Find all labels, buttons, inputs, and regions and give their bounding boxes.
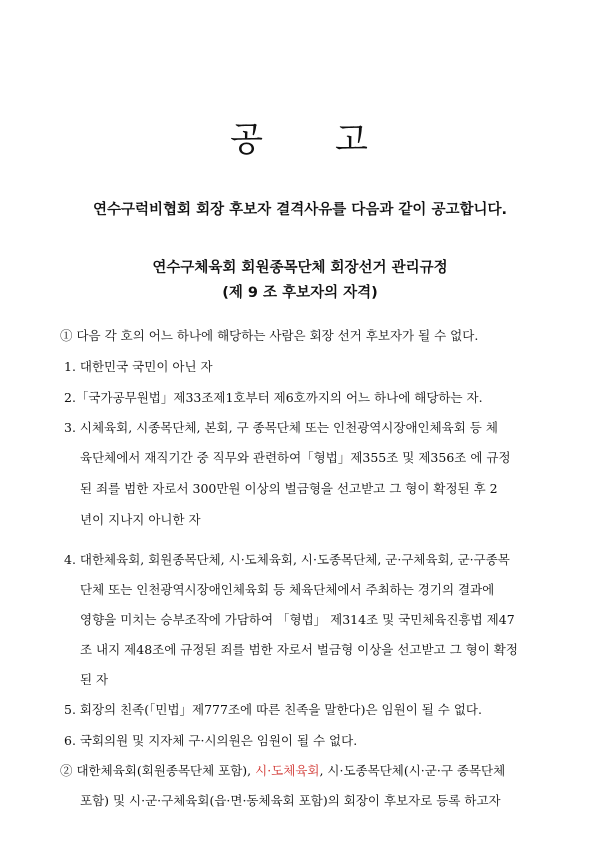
clause-1-item-4-line-3: 영향을 미치는 승부조작에 가담하여 「형법」 제314조 및 국민체육진흥법 제47	[80, 612, 515, 627]
title-left-char: 공	[230, 120, 265, 160]
clause-2-text-b: , 시·도종목단체(시·군·구 종목단체	[319, 763, 506, 778]
clause-1-item-4-line-5: 된 자	[80, 672, 109, 687]
clause-1-item-3-line-4: 년이 지나지 아니한 자	[80, 512, 201, 527]
clause-1-item-4-line-1: 4. 대한체육회, 회원종목단체, 시·도체육회, 시·도종목단체, 군·구체육회, 군·구종목	[64, 552, 510, 567]
title-right-char: 고	[335, 120, 370, 160]
clause-1-item-1: 1. 대한민국 국민이 아닌 자	[64, 359, 213, 374]
clause-2-line-2: 포함) 및 시·군·구체육회(읍·면·동체육회 포함)의 회장이 후보자로 등록 하고자	[80, 793, 501, 808]
clause-1-item-5: 5. 회장의 친족(「민법」제777조에 따른 친족을 말한다)은 임원이 될 수 없다.	[64, 702, 482, 717]
notice-subtitle: 연수구럭비협회 회장 후보자 결격사유를 다음과 같이 공고합니다.	[93, 202, 507, 218]
clause-2-highlight: 시·도체육회	[255, 763, 320, 778]
clause-1-item-2: 2.「국가공무원법」제33조제1호부터 제6호까지의 어느 하나에 해당하는 자.	[64, 390, 483, 405]
clause-1-item-4-line-2: 단체 또는 인천광역시장애인체육회 등 체육단체에서 주최하는 경기의 결과에	[80, 582, 495, 597]
clause-1-item-6: 6. 국회의원 및 지자체 구·시의원은 임원이 될 수 없다.	[64, 733, 358, 748]
clause-2-line-1	[60, 763, 505, 779]
clause-1-item-4-line-4: 조 내지 제48조에 규정된 죄를 범한 자로서 벌금형 이상을 선고받고 그 형이 확정	[80, 642, 518, 657]
clause-1-item-3-line-1: 3. 시체육회, 시종목단체, 본회, 구 종목단체 또는 인천광역시장애인체육회 등 체	[64, 420, 498, 435]
regulation-article: (제 9 조 후보자의 자격)	[222, 285, 378, 301]
clause-1-item-3-line-2: 육단체에서 재직기간 중 직무와 관련하여「형법」제355조 및 제356조 에 규정	[80, 450, 511, 465]
clause-2-text-a: ② 대한체육회(회원종목단체 포함),	[60, 763, 256, 778]
regulation-title: 연수구체육회 회원종목단체 회장선거 관리규정	[152, 260, 448, 276]
page-title	[0, 112, 600, 161]
clause-1-intro: ① 다음 각 호의 어느 하나에 해당하는 사람은 회장 선거 후보자가 될 수 없다.	[60, 328, 479, 343]
clause-1-item-3-line-3: 된 죄를 범한 자로서 300만원 이상의 벌금형을 선고받고 그 형이 확정된 후 2	[80, 481, 498, 496]
